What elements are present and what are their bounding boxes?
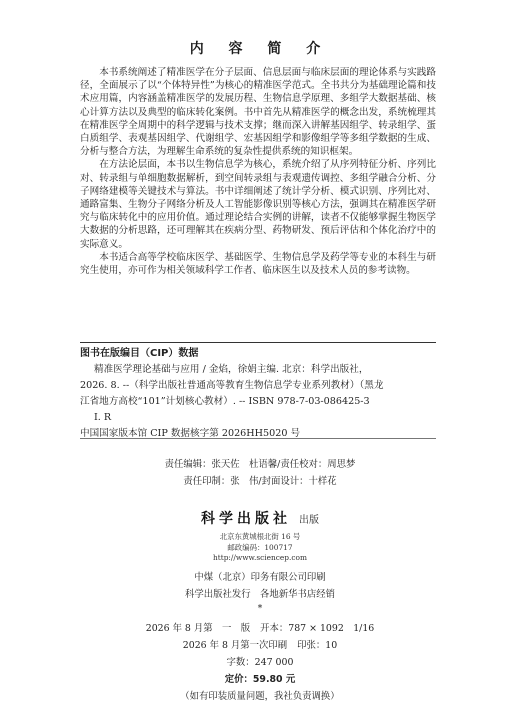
cip-line: 江省地方高校“101”计划核心教材）. -- ISBN 978-7-03-086425-3: [80, 396, 370, 407]
book-summary: [80, 66, 436, 277]
cip-classification: Ⅰ. R: [94, 412, 112, 423]
publisher-logo: 科学出版社: [201, 511, 291, 527]
cip-line: 精准医学理论基础与应用 / 金焰，徐娟主编. 北京：科学出版社，: [94, 364, 369, 375]
cip-heading: 图书在版编目（CIP）数据: [80, 348, 199, 359]
publisher-line: [0, 508, 520, 528]
page-title: 内 容 简 介: [189, 41, 331, 57]
summary-paragraph: 在方法论层面，本书以生物信息学为核心，系统介绍了从序列特征分析、序列比对、转录组与单细胞数据解析，到空间转录组与表观遗传调控、多组学融合分析、分子网络建模等关键技术与算法。书中详细阐述了统计学分析、模式识别、序列比对、通路富集、生物分子网络分析及人工智能影像识别等核心方法，强调其在精准医学研究与临床转化中的应用价值。通过理论结合实例的讲解，读者不仅能够掌握生物医学大数据的分析思路，还可理解其在疾病分型、药物研发、预后评估和个体化治疗中的实际意义。: [80, 159, 436, 250]
summary-paragraph: 本书系统阐述了精准医学在分子层面、信息层面与临床层面的理论体系与实践路径，全面展示了以“个体特异性”为核心的精准医学范式。全书共分为基础理论篇和技术应用篇，内容涵盖精准医学的发展历程、生物信息学原理、多组学大数据基础、核心计算方法以及典型的临床转化案例。书中首先从精准医学的概念出发，系统梳理其在精准医学全周期中的科学逻辑与技术支撑；继而深入讲解基因组学、转录组学、蛋白质组学、表观基因组学、代谢组学、宏基因组学和影像组学等多组学数据的生成、分析与整合方法，为理解生命系统的复杂性提供系统的知识框架。: [80, 67, 436, 158]
cip-record-number: 中国国家版本馆 CIP 数据核字第 2026HH5020 号: [80, 428, 301, 439]
publisher-website: http://www.sciencep.com: [213, 553, 307, 562]
specs-block: [0, 620, 520, 705]
credits-block: [0, 456, 520, 490]
edition: 2026 年 8 月第 一 版: [145, 623, 251, 634]
publisher-info: [0, 532, 520, 564]
cip-data-block: [80, 346, 436, 442]
editor-credits: 责任编辑：张天佐 杜语馨/责任校对：周思梦: [164, 459, 356, 470]
quality-notice: （如有印装质量问题，我社负责调换）: [180, 691, 340, 702]
publisher-address: 北京东黄城根北街 16 号: [219, 532, 301, 541]
price: 定价：59.80 元: [224, 674, 296, 685]
publisher-postcode: 邮政编码：100717: [227, 542, 293, 552]
printer-name: 中煤（北京）印务有限公司印刷: [194, 572, 326, 583]
divider: [80, 438, 436, 439]
separator-star: *: [257, 604, 263, 614]
printing-info: [0, 569, 520, 603]
edition-line: [0, 620, 520, 637]
word-count: 字数：247 000: [226, 657, 294, 668]
cip-line: 2026. 8. --（科学出版社普通高等教育生物信息学专业系列教材）（黑龙: [80, 380, 384, 391]
summary-paragraph: 本书适合高等学校临床医学、基础医学、生物信息学及药学等专业的本科生与研究生使用，亦可作为相关领域科学工作者、临床医生以及技术人员的参考读物。: [80, 251, 436, 277]
distributor-line: 科学出版社发行 各地新华书店经销: [184, 589, 335, 600]
divider: [80, 342, 436, 343]
sheets: 印张：10: [297, 640, 338, 651]
publisher-suffix: 出版: [299, 515, 319, 526]
format: 开本：787 × 1092 1/16: [260, 623, 375, 634]
production-credits: 责任印制：张 伟/封面设计：十样花: [183, 476, 337, 487]
printing-line: [0, 637, 520, 654]
printing-date: 2026 年 8 月第一次印刷: [182, 640, 288, 651]
